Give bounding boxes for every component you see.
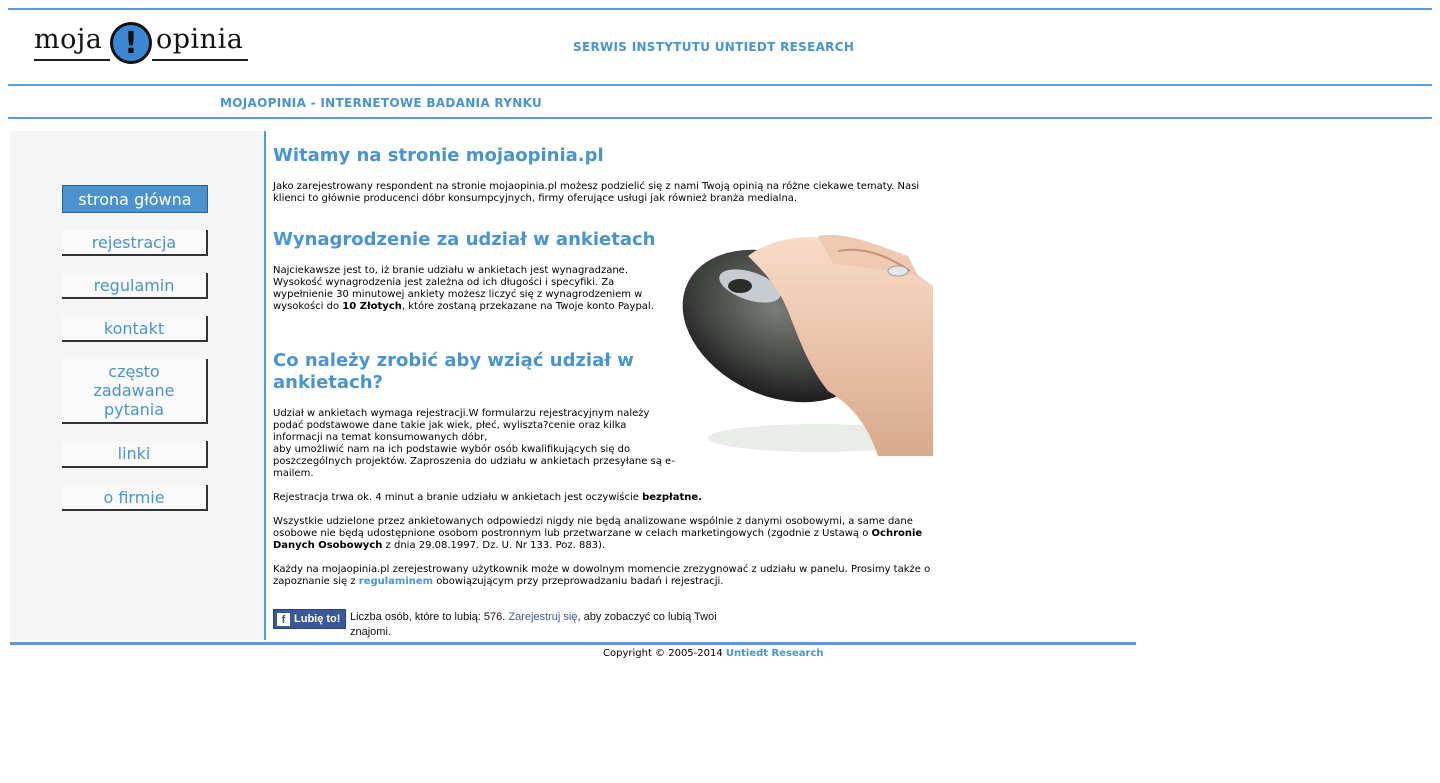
nav-item-faq[interactable]: często zadawane pytania bbox=[62, 359, 208, 424]
header-bottom-line bbox=[8, 117, 1432, 119]
nav-item-terms[interactable]: regulamin bbox=[62, 273, 208, 299]
nav-item-contact[interactable]: kontakt bbox=[62, 316, 208, 342]
hand-mouse-image bbox=[678, 216, 933, 466]
privacy-text: Wszystkie udzielone przez ankietowanych odpowiedzi nigdy nie będą analizowane wspólnie z danymi osobowymi, a same dane osobowe nie będą udostępnione osobom postronnym lub przetwarzane w celach marketingowych (zgodnie z Ustawą o Ochronie Danych Osobowych z dnia 29.08.1997. Dz. U. Nr 133. Poz. 883). bbox=[273, 516, 923, 551]
nav-item-about[interactable]: o firmie bbox=[62, 485, 208, 511]
copyright: Copyright © 2005-2014 Untiedt Research bbox=[603, 648, 824, 659]
facebook-like-text: Liczba osób, które to lubią: 576. Zarejestruj się, aby zobaczyć co lubią Twoi znajomi. bbox=[350, 611, 717, 638]
facebook-like-button[interactable]: f Lubię to! bbox=[273, 609, 346, 629]
exclamation-icon: ! bbox=[110, 22, 152, 64]
section-reward-title: Wynagrodzenie za udział w ankietach bbox=[273, 229, 656, 250]
header-subtitle: MOJAOPINIA - INTERNETOWE BADANIA RYNKU bbox=[220, 96, 543, 110]
nav-item-links[interactable]: linki bbox=[62, 441, 208, 468]
intro-text: Jako zarejestrowany respondent na stronie mojaopinia.pl możesz podzielić się z nami Twoją opinią na różne ciekawe tematy. Nasi klienci to głównie producenci dóbr konsumpcyjnych, firmy oferujące usługi jak również branża medialna. bbox=[273, 181, 920, 204]
sidebar-divider bbox=[264, 131, 266, 640]
facebook-icon: f bbox=[277, 613, 290, 626]
header-tagline: SERWIS INSTYTUTU UNTIEDT RESEARCH bbox=[573, 40, 855, 54]
registration-text: Rejestracja trwa ok. 4 minut a branie udziału w ankietach jest oczywiście bezpłatne. bbox=[273, 492, 702, 503]
logo[interactable] bbox=[34, 22, 248, 70]
header-mid-line bbox=[8, 84, 1432, 86]
section-how-title: Co należy zrobić aby wziąć udział w ankietach? bbox=[273, 350, 634, 393]
nav-item-registration[interactable]: rejestracja bbox=[62, 230, 208, 256]
facebook-register-link[interactable]: Zarejestruj się bbox=[508, 611, 578, 623]
resignation-text: Każdy na mojaopinia.pl zerejestrowany użytkownik może w dowolnym momencie zrezygnować z udziału w panelu. Prosimy także o zapoznanie się z regulaminem obowiązującym przy przeprowadzaniu badań i rejestracji. bbox=[273, 564, 931, 587]
section-how-text: Udział w ankietach wymaga rejestracji.W formularzu rejestracyjnym należy podać podstawowe dane takie jak wiek, płeć, wyliszta?cenie oraz kilka informacji na temat konsumowanych dóbr, aby umożliwić nam na ich podstawie wybór osób kwalifikujących się do poszczególnych projektów. Zaproszenia do udziału w ankietach przesyłane są e-mailem. bbox=[273, 408, 675, 479]
logo-underline-left bbox=[34, 59, 110, 61]
terms-link[interactable]: regulaminem bbox=[358, 576, 434, 587]
section-reward-text: Najciekawsze jest to, iż branie udziału w ankietach jest wynagradzane. Wysokość wynagrodzenia jest zależna od ich długości i specyfiki. Za wypełnienie 30 minutowej ankiety możesz liczyć się z wynagrodzeniem w wysokości do 10 Złotych, które zostaną przekazane na Twoje konto Paypal. bbox=[273, 265, 654, 312]
page-title: Witamy na stronie mojaopinia.pl bbox=[273, 145, 604, 166]
logo-text-left: moja bbox=[34, 24, 103, 55]
header-top-line bbox=[8, 8, 1432, 10]
logo-underline-right bbox=[152, 59, 248, 61]
footer-line bbox=[10, 642, 1136, 645]
nav-item-home[interactable]: strona główna bbox=[62, 185, 208, 213]
logo-text-right: opinia bbox=[156, 24, 244, 55]
company-link[interactable]: Untiedt Research bbox=[725, 648, 824, 659]
